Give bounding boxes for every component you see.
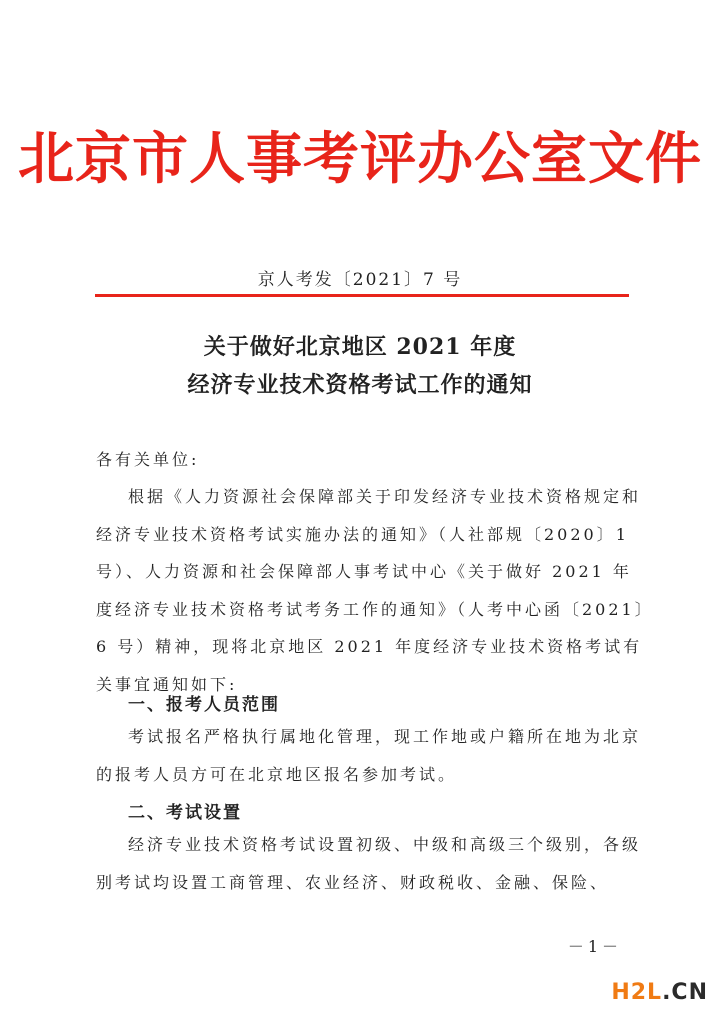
site-watermark xyxy=(611,980,708,1005)
issuer-header-title: 北京市人事考评办公室文件 xyxy=(18,127,702,192)
section-text-exam-setup: 经济专业技术资格考试设置初级、中级和高级三个级别，各级别考试均设置工商管理、农业经济、财政税收、金融、保险、 xyxy=(96,835,642,892)
page-number: －1－ xyxy=(567,937,622,956)
watermark-part1: H2L xyxy=(611,980,663,1005)
section-heading-applicants: 一、报考人员范围 xyxy=(128,695,280,715)
intro-paragraph: 根据《人力资源社会保障部关于印发经济专业技术资格规定和经济专业技术资格考试实施办法的通知》（人社部规〔2020〕1 号）、人力资源和社会保障部人事考试中心《关于做好 2021 年度经济专业技术资格考试考务工作的通知》（人考中心函〔2021〕6 号）精神，现将北京地区 2021 年度经济专业技术资格考试有关事宜通知如下: xyxy=(96,487,646,694)
salutation: 各有关单位: xyxy=(96,450,200,469)
notice-title-line2: 经济专业技术资格考试工作的通知 xyxy=(187,372,533,398)
section-heading-exam-setup: 二、考试设置 xyxy=(128,803,242,823)
notice-title-line1: 关于做好北京地区 2021 年度 xyxy=(203,334,517,360)
red-divider-line xyxy=(95,294,629,297)
document-number: 京人考发〔2021〕7 号 xyxy=(257,270,463,290)
watermark-part2: .CN xyxy=(662,980,708,1005)
section-text-applicants: 考试报名严格执行属地化管理，现工作地或户籍所在地为北京的报考人员方可在北京地区报名参加考试。 xyxy=(96,727,642,784)
